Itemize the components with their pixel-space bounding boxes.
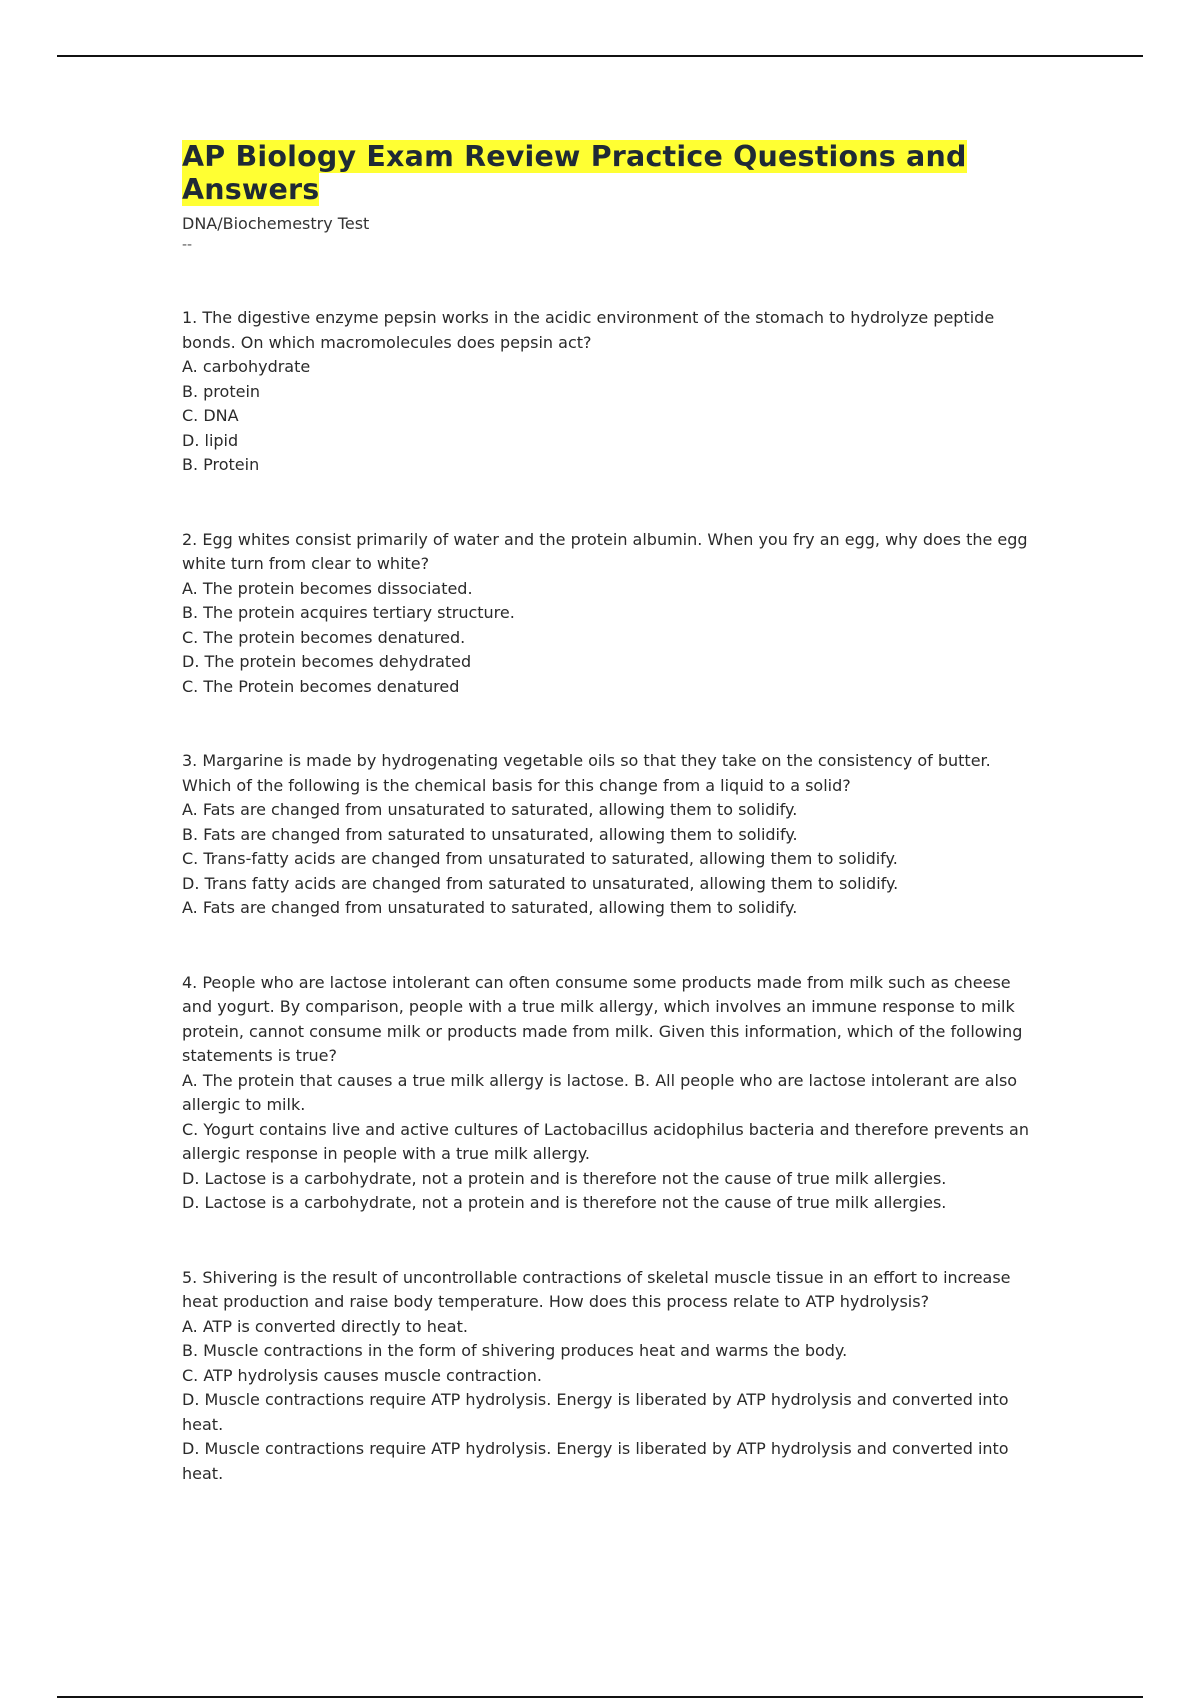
question-text: 2. Egg whites consist primarily of water and the protein albumin. When you fry an egg, why does the egg white turn from clear to white? <box>182 529 1028 573</box>
option: A. Fats are changed from unsaturated to saturated, allowing them to solidify. <box>182 800 798 819</box>
header-rule <box>57 55 1143 57</box>
option: D. lipid <box>182 430 239 450</box>
document-subtitle: DNA/Biochemestry Test <box>182 214 370 233</box>
answer: B. Protein <box>182 455 260 474</box>
option: D. Lactose is a carbohydrate, not a protein and is therefore not the cause of true milk allergies. <box>182 1168 947 1188</box>
option: B. Fats are changed from saturated to unsaturated, allowing them to solidify. <box>182 824 798 844</box>
question-4 <box>182 971 1032 1216</box>
option: A. carbohydrate <box>182 357 311 376</box>
question-3 <box>182 749 1032 921</box>
option: D. The protein becomes dehydrated <box>182 652 472 671</box>
option: C. ATP hydrolysis causes muscle contraction. <box>182 1365 542 1385</box>
option: C. Yogurt contains live and active cultures of Lactobacillus acidophilus bacteria and therefore prevents an allergic response in people with a true milk allergy. <box>182 1119 1029 1163</box>
option: D. Muscle contractions require ATP hydrolysis. Energy is liberated by ATP hydrolysis and converted into heat. <box>182 1390 1009 1434</box>
document-title: AP Biology Exam Review Practice Questions and Answers <box>182 140 967 206</box>
question-1 <box>182 306 1032 478</box>
question-text: 5. Shivering is the result of uncontrollable contractions of skeletal muscle tissue in an effort to increase heat production and raise body temperature. How does this process relate to ATP hydrolysis? <box>182 1267 1011 1311</box>
option: A. The protein becomes dissociated. <box>182 578 473 598</box>
footer-rule <box>57 1696 1143 1698</box>
answer: D. Lactose is a carbohydrate, not a protein and is therefore not the cause of true milk allergies. <box>182 1193 947 1212</box>
question-5 <box>182 1266 1032 1487</box>
option: C. The protein becomes denatured. <box>182 627 466 647</box>
question-2 <box>182 528 1032 700</box>
separator: -- <box>182 237 193 253</box>
question-text: 3. Margarine is made by hydrogenating vegetable oils so that they take on the consistency of butter. Which of the following is the chemical basis for this change from a liquid to a solid? <box>182 751 991 795</box>
question-text: 1. The digestive enzyme pepsin works in the acidic environment of the stomach to hydrolyze peptide bonds. On which macromolecules does pepsin act? <box>182 308 995 352</box>
answer: C. The Protein becomes denatured <box>182 676 460 696</box>
option: C. DNA <box>182 406 239 425</box>
title-block <box>182 140 1032 206</box>
option: C. Trans-fatty acids are changed from unsaturated to saturated, allowing them to solidify. <box>182 849 898 868</box>
option: B. Muscle contractions in the form of shivering produces heat and warms the body. <box>182 1341 848 1360</box>
answer: A. Fats are changed from unsaturated to saturated, allowing them to solidify. <box>182 898 798 917</box>
option: D. Trans fatty acids are changed from saturated to unsaturated, allowing them to solidify. <box>182 873 899 893</box>
option: B. The protein acquires tertiary structure. <box>182 603 515 622</box>
answer: D. Muscle contractions require ATP hydrolysis. Energy is liberated by ATP hydrolysis and converted into heat. <box>182 1439 1009 1483</box>
option: B. protein <box>182 381 261 401</box>
document-body <box>182 140 1032 1536</box>
option: A. ATP is converted directly to heat. <box>182 1316 468 1336</box>
option: A. The protein that causes a true milk allergy is lactose. B. All people who are lactose intolerant are also allergic to milk. <box>182 1070 1018 1114</box>
question-text: 4. People who are lactose intolerant can often consume some products made from milk such as cheese and yogurt. By comparison, people with a true milk allergy, which involves an immune response to milk protein, cannot consume milk or products made from milk. Given this information, which of the following statements is true? <box>182 972 1023 1065</box>
